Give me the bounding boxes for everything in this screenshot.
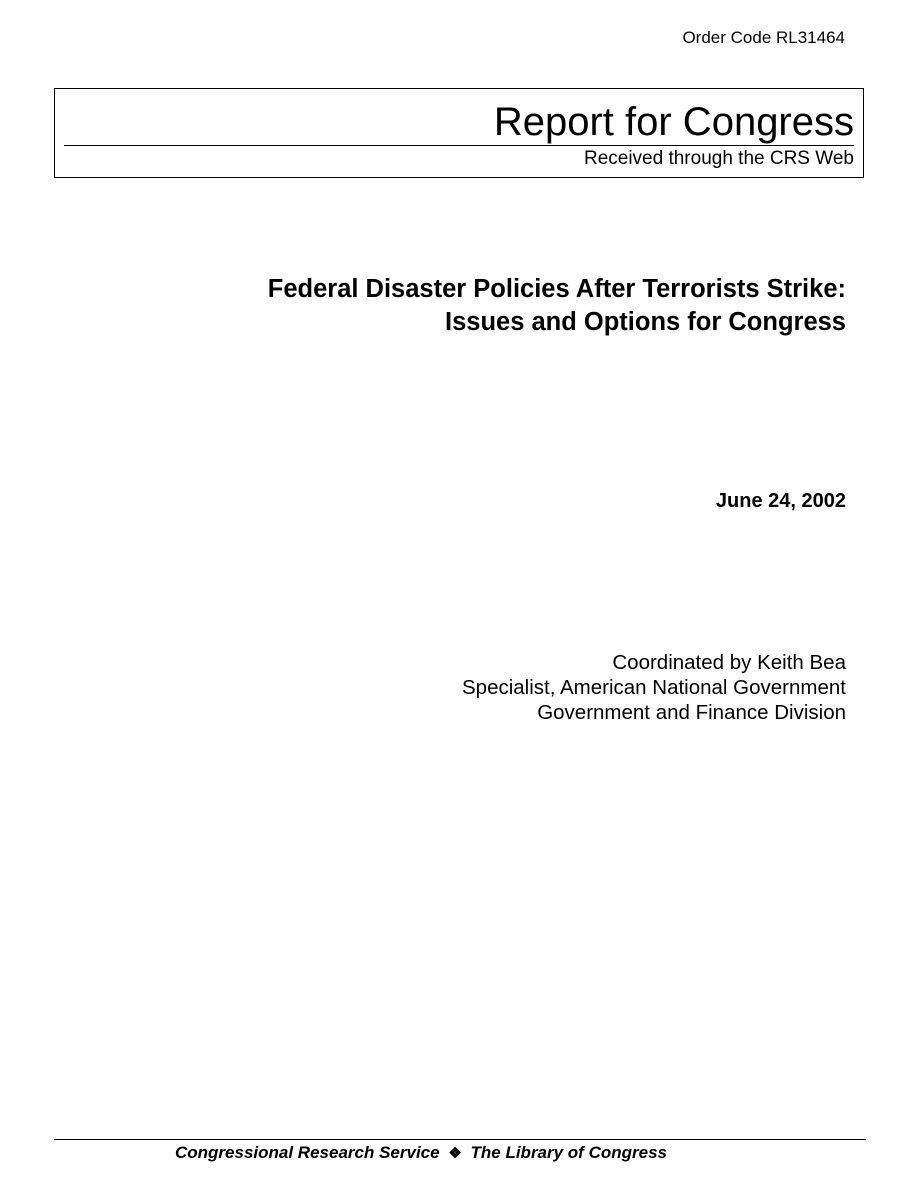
author-division: Government and Finance Division bbox=[537, 701, 846, 724]
banner-divider bbox=[64, 145, 854, 146]
report-title bbox=[146, 273, 846, 339]
order-code: Order Code RL31464 bbox=[682, 28, 845, 47]
author-coordinator: Coordinated by Keith Bea bbox=[612, 651, 846, 674]
report-title-line: Issues and Options for Congress bbox=[445, 308, 846, 336]
report-title-line: Federal Disaster Policies After Terrorists Strike: bbox=[267, 275, 846, 303]
footer-loc: The Library of Congress bbox=[470, 1143, 667, 1162]
banner-title: Report for Congress bbox=[493, 100, 854, 144]
footer bbox=[54, 1142, 866, 1165]
author-title: Specialist, American National Government bbox=[462, 676, 846, 699]
report-date: June 24, 2002 bbox=[715, 490, 846, 512]
footer-crs: Congressional Research Service bbox=[175, 1143, 440, 1162]
footer-divider bbox=[54, 1139, 866, 1140]
report-banner bbox=[54, 88, 864, 178]
diamond-separator-icon: ❖ bbox=[448, 1145, 462, 1162]
banner-subtitle: Received through the CRS Web bbox=[583, 148, 854, 169]
author-block bbox=[246, 650, 846, 725]
